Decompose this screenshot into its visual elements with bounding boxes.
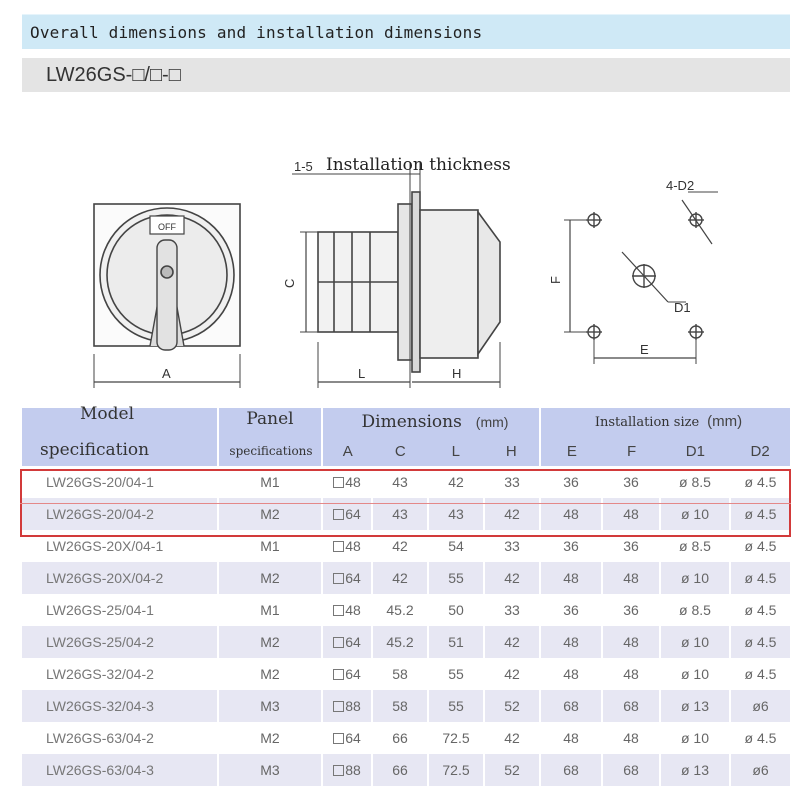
cell-e: 68 — [540, 690, 602, 722]
cell-l: 72.5 — [428, 754, 484, 786]
cell-model: LW26GS-20/04-2 — [22, 498, 218, 530]
cell-h: 42 — [484, 562, 540, 594]
cell-e: 48 — [540, 658, 602, 690]
cell-d2: ø6 — [730, 690, 790, 722]
mounting-holes-drawing — [564, 192, 718, 364]
cell-c: 43 — [372, 498, 428, 530]
cell-l: 55 — [428, 690, 484, 722]
model-series-bar — [22, 58, 790, 92]
square-panel-icon — [333, 541, 344, 552]
square-panel-icon — [333, 765, 344, 776]
header-col-l: L — [451, 443, 460, 460]
cell-panel: M3 — [218, 754, 322, 786]
specification-table — [22, 404, 790, 786]
cell-h: 33 — [484, 530, 540, 562]
cell-l: 55 — [428, 562, 484, 594]
cell-d1: ø 13 — [660, 690, 730, 722]
cell-a-value: 48 — [345, 602, 361, 618]
cell-model: LW26GS-25/04-1 — [22, 594, 218, 626]
cell-f: 48 — [602, 498, 660, 530]
square-panel-icon — [333, 701, 344, 712]
cell-d1: ø 13 — [660, 754, 730, 786]
cell-a-value: 64 — [345, 730, 361, 746]
header-col-d1: D1 — [685, 443, 705, 460]
cell-d2: ø 4.5 — [730, 562, 790, 594]
cell-d2: ø 4.5 — [730, 594, 790, 626]
cell-a — [322, 754, 372, 786]
cell-d1: ø 10 — [660, 626, 730, 658]
header-dimensions-group — [322, 408, 540, 466]
cell-a-value: 64 — [345, 506, 361, 522]
cell-f: 36 — [602, 466, 660, 498]
cell-d1: ø 8.5 — [660, 466, 730, 498]
square-panel-icon — [333, 733, 344, 744]
cell-d2: ø6 — [730, 754, 790, 786]
cell-e: 48 — [540, 722, 602, 754]
header-dimensions-unit: (mm) — [475, 414, 509, 430]
header-col-d2: D2 — [750, 443, 770, 460]
header-col-c: C — [394, 443, 406, 460]
cell-a — [322, 498, 372, 530]
table-row — [22, 626, 790, 658]
cell-model: LW26GS-32/04-3 — [22, 690, 218, 722]
dimension-drawings — [22, 92, 790, 408]
square-panel-icon — [333, 573, 344, 584]
cell-a-value: 48 — [345, 538, 361, 554]
table-row — [22, 754, 790, 786]
cell-model: LW26GS-63/04-3 — [22, 754, 218, 786]
table-row — [22, 498, 790, 530]
cell-a-value: 64 — [345, 666, 361, 682]
square-panel-icon — [333, 637, 344, 648]
cell-f: 36 — [602, 594, 660, 626]
header-panel-specifications — [218, 408, 322, 466]
cell-c: 66 — [372, 722, 428, 754]
cell-l: 72.5 — [428, 722, 484, 754]
table-row — [22, 722, 790, 754]
holes-4-d2-label: 4-D2 — [666, 178, 695, 193]
cell-a — [322, 530, 372, 562]
cell-h: 42 — [484, 626, 540, 658]
cell-a-value: 64 — [345, 570, 361, 586]
thickness-range-label: 1-5 — [294, 159, 313, 174]
cell-f: 68 — [602, 754, 660, 786]
cell-a — [322, 594, 372, 626]
dim-e-label: E — [640, 342, 649, 357]
model-series-label: LW26GS-□/□-□ — [46, 64, 181, 86]
cell-f: 48 — [602, 626, 660, 658]
cell-c: 42 — [372, 562, 428, 594]
cell-h: 42 — [484, 498, 540, 530]
header-col-f: F — [627, 443, 637, 460]
cell-model: LW26GS-32/04-2 — [22, 658, 218, 690]
cell-e: 36 — [540, 530, 602, 562]
cell-l: 51 — [428, 626, 484, 658]
header-model-specification — [22, 404, 218, 466]
cell-l: 42 — [428, 466, 484, 498]
cell-h: 33 — [484, 594, 540, 626]
cell-panel: M1 — [218, 594, 322, 626]
side-view-drawing — [292, 162, 500, 388]
table-row — [22, 658, 790, 690]
table-row — [22, 530, 790, 562]
cell-d1: ø 8.5 — [660, 530, 730, 562]
cell-d2: ø 4.5 — [730, 498, 790, 530]
cell-a — [322, 626, 372, 658]
table-row — [22, 466, 790, 498]
cell-d2: ø 4.5 — [730, 626, 790, 658]
header-model-line1: Model — [80, 404, 135, 424]
cell-f: 48 — [602, 722, 660, 754]
header-installation-label: Installation size — [594, 415, 700, 430]
cell-c: 45.2 — [372, 594, 428, 626]
cell-d1: ø 8.5 — [660, 594, 730, 626]
dim-c-label: C — [282, 278, 297, 288]
cell-a-value: 88 — [345, 762, 361, 778]
cell-d2: ø 4.5 — [730, 658, 790, 690]
header-panel-line1: Panel — [246, 409, 294, 429]
cell-a-value: 48 — [345, 474, 361, 490]
cell-a — [322, 722, 372, 754]
cell-model: LW26GS-20/04-1 — [22, 466, 218, 498]
square-panel-icon — [333, 605, 344, 616]
cell-f: 48 — [602, 562, 660, 594]
cell-l: 55 — [428, 658, 484, 690]
cell-h: 42 — [484, 722, 540, 754]
cell-e: 48 — [540, 562, 602, 594]
cell-panel: M2 — [218, 562, 322, 594]
header-panel-line2: specifications — [229, 444, 313, 458]
cell-c: 43 — [372, 466, 428, 498]
cell-f: 48 — [602, 658, 660, 690]
cell-model: LW26GS-20X/04-1 — [22, 530, 218, 562]
cell-model: LW26GS-63/04-2 — [22, 722, 218, 754]
table-row — [22, 594, 790, 626]
cell-panel: M1 — [218, 466, 322, 498]
cell-f: 68 — [602, 690, 660, 722]
header-installation-unit: (mm) — [707, 413, 743, 430]
cell-a — [322, 690, 372, 722]
cell-e: 48 — [540, 498, 602, 530]
cell-e: 68 — [540, 754, 602, 786]
cell-c: 66 — [372, 754, 428, 786]
cell-d1: ø 10 — [660, 658, 730, 690]
header-model-line2: specification — [40, 440, 150, 460]
cell-e: 36 — [540, 594, 602, 626]
cell-c: 42 — [372, 530, 428, 562]
header-dimensions-label: Dimensions — [361, 412, 462, 432]
cell-panel: M2 — [218, 722, 322, 754]
installation-thickness-label: Installation thickness — [326, 155, 511, 175]
cell-c: 45.2 — [372, 626, 428, 658]
cell-h: 42 — [484, 658, 540, 690]
header-col-a: A — [342, 443, 353, 460]
cell-f: 36 — [602, 530, 660, 562]
dim-l-label: L — [358, 366, 366, 381]
cell-d1: ø 10 — [660, 498, 730, 530]
front-view-off-label: OFF — [158, 222, 176, 232]
cell-panel: M1 — [218, 530, 322, 562]
cell-h: 52 — [484, 754, 540, 786]
cell-model: LW26GS-20X/04-2 — [22, 562, 218, 594]
cell-d2: ø 4.5 — [730, 722, 790, 754]
cell-l: 50 — [428, 594, 484, 626]
cell-e: 36 — [540, 466, 602, 498]
cell-e: 48 — [540, 626, 602, 658]
cell-a-value: 88 — [345, 698, 361, 714]
square-panel-icon — [333, 477, 344, 488]
cell-a — [322, 658, 372, 690]
cell-d2: ø 4.5 — [730, 466, 790, 498]
table-row — [22, 690, 790, 722]
header-col-e: E — [566, 443, 577, 460]
cell-l: 54 — [428, 530, 484, 562]
cell-a — [322, 466, 372, 498]
header-installation-group — [540, 408, 790, 466]
title-bar — [22, 14, 790, 49]
cell-h: 33 — [484, 466, 540, 498]
dim-f-label: F — [548, 276, 563, 284]
specification-table-body — [22, 466, 790, 786]
cell-h: 52 — [484, 690, 540, 722]
cell-panel: M2 — [218, 498, 322, 530]
cell-a-value: 64 — [345, 634, 361, 650]
cell-panel: M3 — [218, 690, 322, 722]
dim-d1-label: D1 — [674, 300, 691, 315]
cell-panel: M2 — [218, 626, 322, 658]
dim-a-label: A — [162, 366, 171, 381]
cell-d1: ø 10 — [660, 722, 730, 754]
cell-model: LW26GS-25/04-2 — [22, 626, 218, 658]
cell-c: 58 — [372, 690, 428, 722]
cell-panel: M2 — [218, 658, 322, 690]
cell-l: 43 — [428, 498, 484, 530]
cell-d2: ø 4.5 — [730, 530, 790, 562]
cell-c: 58 — [372, 658, 428, 690]
square-panel-icon — [333, 669, 344, 680]
dim-h-label: H — [452, 366, 462, 381]
cell-d1: ø 10 — [660, 562, 730, 594]
square-panel-icon — [333, 509, 344, 520]
header-col-h: H — [505, 443, 517, 460]
cell-a — [322, 562, 372, 594]
page-title: Overall dimensions and installation dimensions — [30, 23, 483, 42]
table-row — [22, 562, 790, 594]
